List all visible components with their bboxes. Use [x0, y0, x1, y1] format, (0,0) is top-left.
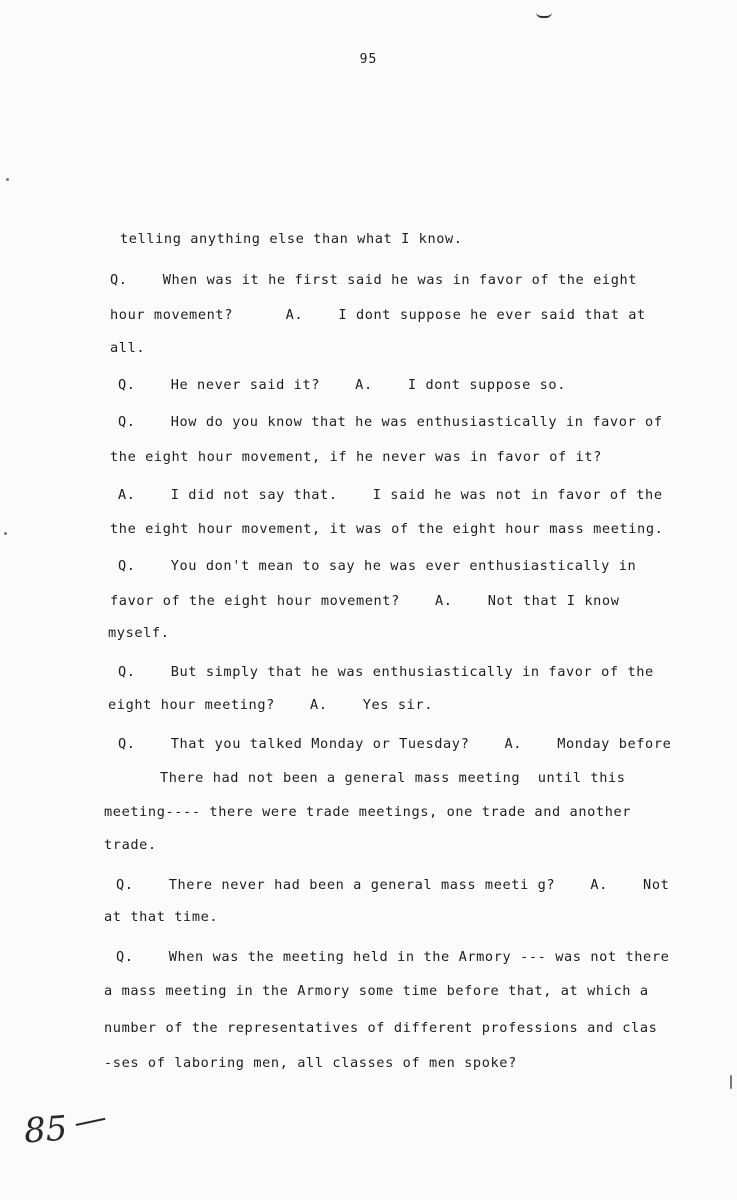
transcript-line: all.: [110, 340, 146, 356]
transcript-line: the eight hour movement, if he never was in favor of it?: [110, 449, 602, 465]
transcript-line: meeting---- there were trade meetings, one trade and another: [104, 804, 632, 820]
transcript-line: Q. That you talked Monday or Tuesday? A. Monday before: [118, 736, 672, 752]
transcript-line: at that time.: [104, 909, 219, 925]
transcript-line: A. I did not say that. I said he was not in favor of the: [118, 487, 663, 503]
transcript-line: favor of the eight hour movement? A. Not that I know: [110, 593, 620, 609]
transcript-line: Q. How do you know that he was enthusiastically in favor of: [118, 414, 663, 430]
scan-speck: [6, 178, 9, 181]
scan-speck: [4, 532, 7, 535]
transcript-line: Q. You don't mean to say he was ever enthusiastically in: [118, 558, 637, 574]
transcript-line: Q. When was it he first said he was in favor of the eight: [110, 272, 638, 288]
transcript-line: the eight hour movement, it was of the eight hour mass meeting.: [110, 521, 664, 537]
transcript-line: Q. He never said it? A. I dont suppose so.: [118, 377, 566, 393]
transcript-line: -ses of laboring men, all classes of men spoke?: [104, 1055, 517, 1071]
handwritten-page-note: 85: [22, 1108, 69, 1152]
transcript-line: trade.: [104, 837, 157, 853]
transcript-line: a mass meeting in the Armory some time before that, at which a: [104, 983, 649, 999]
page-number: 95: [359, 52, 378, 67]
transcript-line: eight hour meeting? A. Yes sir.: [108, 697, 434, 713]
transcript-line: telling anything else than what I know.: [120, 231, 463, 247]
transcript-line: Q. When was the meeting held in the Armory --- was not there: [116, 949, 670, 965]
transcript-line: Q. But simply that he was enthusiastically in favor of the: [118, 664, 654, 680]
transcript-line: There had not been a general mass meeting until this: [160, 770, 626, 786]
transcript-line: number of the representatives of different professions and clas: [104, 1020, 658, 1036]
scan-speck: [730, 1075, 732, 1089]
transcript-line: hour movement? A. I dont suppose he ever said that at: [110, 307, 646, 323]
transcript-line: Q. There never had been a general mass meeti g? A. Not: [116, 877, 670, 893]
transcript-line: myself.: [108, 625, 170, 641]
